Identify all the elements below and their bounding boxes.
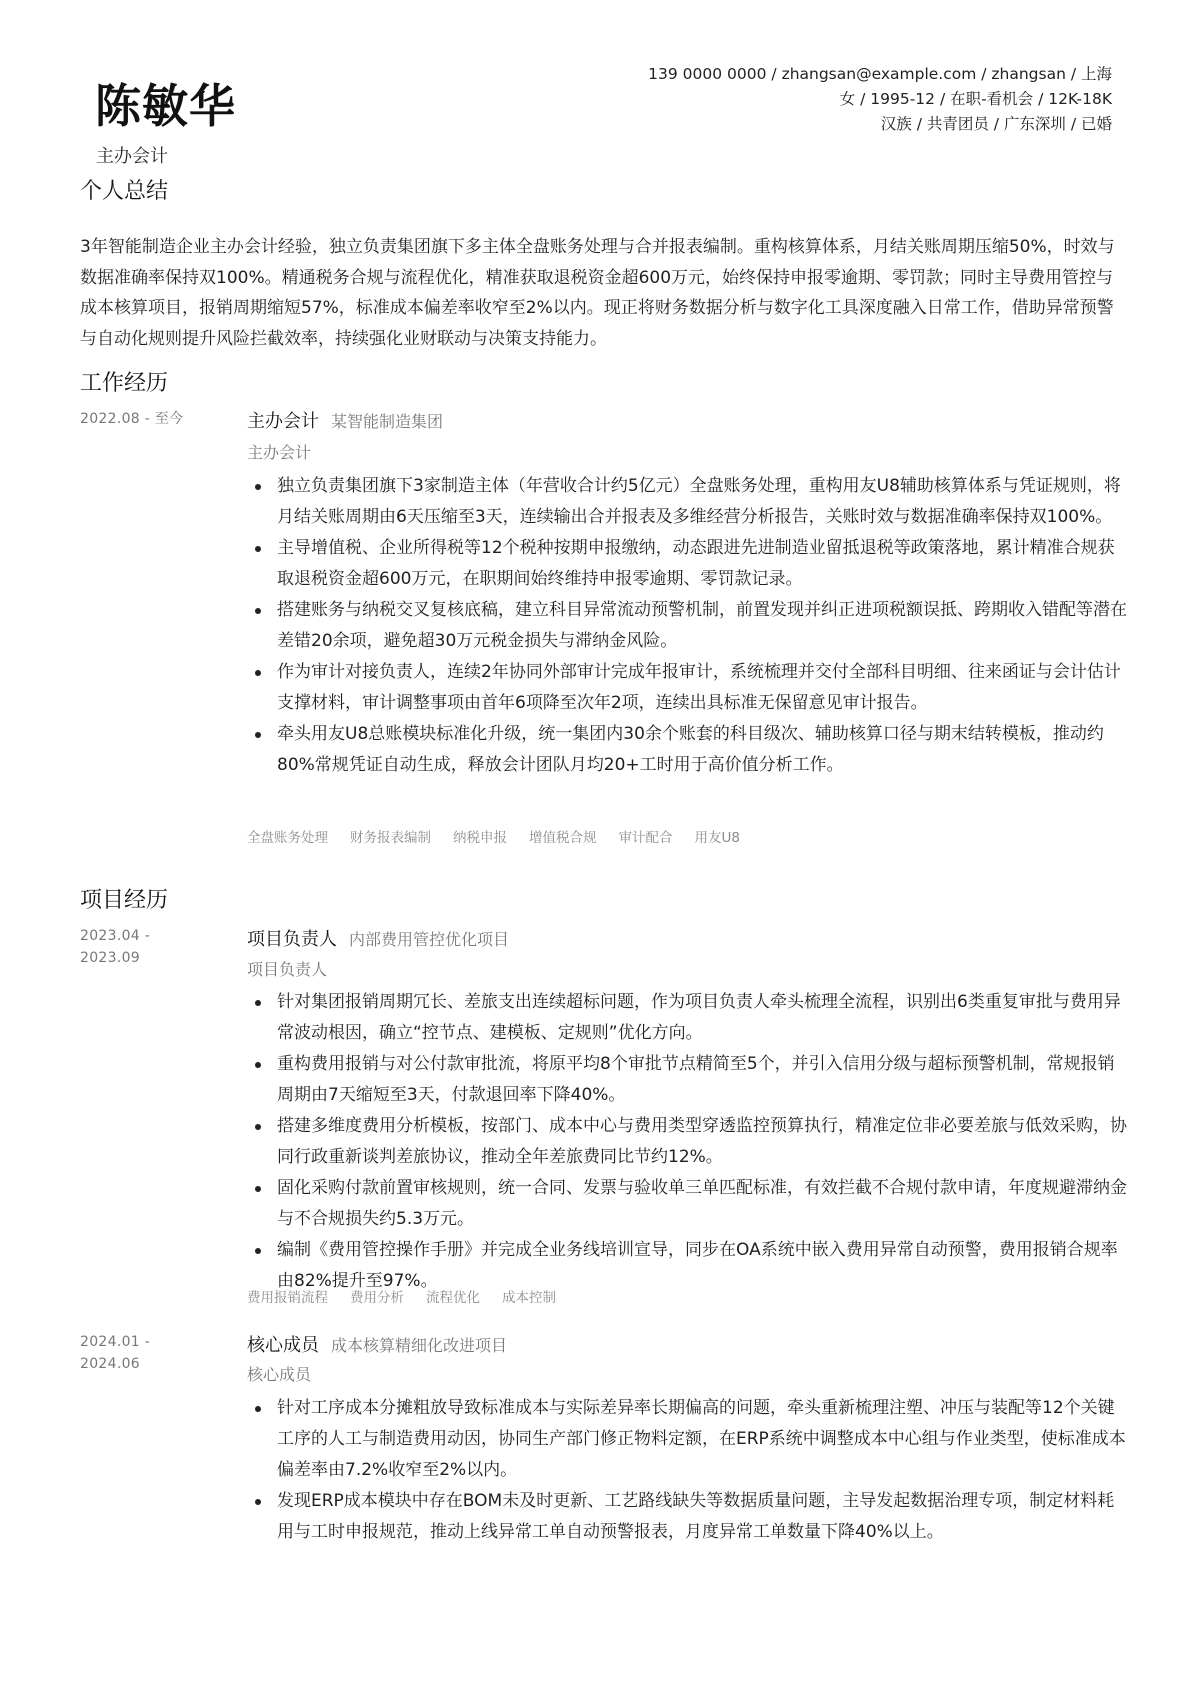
skill-tag: 增值税合规 xyxy=(529,830,597,846)
skill-tag: 费用分析 xyxy=(350,1290,404,1306)
work-heading: 工作经历 xyxy=(80,371,169,396)
list-item: 独立负责集团旗下3家制造主体（年营收合计约5亿元）全盘账务处理，重构用友U8辅助核算体系与凭证规则，将月结关账周期由6天压缩至3天，连续输出合并报表及多维经营分析报告，关账时效与数据准确率保持双100%。 xyxy=(247,471,1127,533)
project-date xyxy=(80,1331,150,1375)
summary-text: 3年智能制造企业主办会计经验，独立负责集团旗下多主体全盘账务处理与合并报表编制。重构核算体系，月结关账周期压缩50%，时效与数据准确率保持双100%。精通税务合规与流程优化，精准获取退税资金超600万元，始终保持申报零逾期、零罚款；同时主导费用管控与成本核算项目，报销周期缩短57%，标准成本偏差率收窄至2%以内。现正将财务数据分析与数字化工具深度融入日常工作，借助异常预警与自动化规则提升风险拦截效率，持续强化业财联动与决策支持能力。 xyxy=(80,237,1115,349)
project-date xyxy=(80,925,150,969)
list-item: 搭建账务与纳税交叉复核底稿，建立科目异常流动预警机制，前置发现并纠正进项税额误抵、跨期收入错配等潜在差错20余项，避免超30万元税金损失与滞纳金风险。 xyxy=(247,595,1127,657)
list-item: 编制《费用管控操作手册》并完成全业务线培训宣导，同步在OA系统中嵌入费用异常自动预警，费用报销合规率由82%提升至97%。 xyxy=(247,1235,1127,1297)
project-date-start: 2023.04 - xyxy=(80,928,151,944)
skill-tag: 财务报表编制 xyxy=(350,830,431,846)
list-item: 针对集团报销周期冗长、差旅支出连续超标问题，作为项目负责人牵头梳理全流程，识别出6类重复审批与费用异常波动根因，确立“控节点、建模板、定规则”优化方向。 xyxy=(247,987,1127,1049)
project-name: 成本核算精细化改进项目 xyxy=(331,1336,508,1355)
skill-tag: 成本控制 xyxy=(502,1290,556,1306)
list-item: 针对工序成本分摊粗放导致标准成本与实际差异率长期偏高的问题，牵头重新梳理注塑、冲压与装配等12个关键工序的人工与制造费用动因，协同生产部门修正物料定额，在ERP系统中调整成本中心组与作业类型，使标准成本偏差率由7.2%收窄至2%以内。 xyxy=(247,1393,1127,1486)
project-subtitle: 核心成员 xyxy=(247,1365,312,1384)
project-tags xyxy=(247,1286,556,1306)
list-item: 固化采购付款前置审核规则，统一合同、发票与验收单三单匹配标准，有效拦截不合规付款申请，年度规避滞纳金与不合规损失约5.3万元。 xyxy=(247,1173,1127,1235)
work-tags xyxy=(247,826,740,846)
skill-tag: 费用报销流程 xyxy=(247,1290,328,1306)
contact-line: 女 / 1995-12 / 在职-看机会 / 12K-18K xyxy=(839,90,1112,108)
project-name: 内部费用管控优化项目 xyxy=(349,930,510,949)
list-item: 主导增值税、企业所得税等12个税种按期申报缴纳，动态跟进先进制造业留抵退税等政策落地，累计精准合规获取退税资金超600万元，在职期间始终维持申报零逾期、零罚款记录。 xyxy=(247,533,1127,595)
project-role xyxy=(247,1331,507,1357)
list-item: 牵头用友U8总账模块标准化升级，统一集团内30余个账套的科目级次、辅助核算口径与期末结转模板，推动约80%常规凭证自动生成，释放会计团队月均20+工时用于高价值分析工作。 xyxy=(247,719,1127,781)
summary-heading: 个人总结 xyxy=(80,179,169,204)
contact-info xyxy=(648,62,1112,137)
list-item: 搭建多维度费用分析模板，按部门、成本中心与费用类型穿透监控预算执行，精准定位非必要差旅与低效采购，协同行政重新谈判差旅协议，推动全年差旅费同比节约12%。 xyxy=(247,1111,1127,1173)
candidate-title: 主办会计 xyxy=(96,146,168,167)
project-date-end: 2024.06 xyxy=(80,1356,140,1372)
project-subtitle: 项目负责人 xyxy=(247,960,328,979)
contact-line: 139 0000 0000 / zhangsan@example.com / zhangsan / 上海 xyxy=(648,65,1112,83)
work-company: 某智能制造集团 xyxy=(331,412,444,431)
project-role xyxy=(247,925,509,951)
skill-tag: 流程优化 xyxy=(426,1290,480,1306)
list-item: 发现ERP成本模块中存在BOM未及时更新、工艺路线缺失等数据质量问题，主导发起数据治理专项，制定材料耗用与工时申报规范，推动上线异常工单自动预警报表，月度异常工单数量下降40%以上。 xyxy=(247,1486,1127,1548)
project-bullet-list xyxy=(247,987,1127,1297)
skill-tag: 用友U8 xyxy=(694,830,740,846)
list-item: 作为审计对接负责人，连续2年协同外部审计完成年报审计，系统梳理并交付全部科目明细、往来函证与会计估计支撑材料，审计调整事项由首年6项降至次年2项，连续出具标准无保留意见审计报告。 xyxy=(247,657,1127,719)
work-date: 2022.08 - 至今 xyxy=(80,411,184,427)
work-role-title: 主办会计 xyxy=(247,411,319,432)
projects-heading: 项目经历 xyxy=(80,888,169,913)
project-bullet-list xyxy=(247,1393,1127,1548)
project-date-end: 2023.09 xyxy=(80,950,140,966)
work-subtitle: 主办会计 xyxy=(247,443,312,462)
list-item: 重构费用报销与对公付款审批流，将原平均8个审批节点精简至5个，并引入信用分级与超标预警机制，常规报销周期由7天缩短至3天，付款退回率下降40%。 xyxy=(247,1049,1127,1111)
skill-tag: 全盘账务处理 xyxy=(247,830,328,846)
project-date-start: 2024.01 - xyxy=(80,1334,151,1350)
work-bullet-list xyxy=(247,471,1127,781)
skill-tag: 审计配合 xyxy=(618,830,673,846)
project-role-title: 核心成员 xyxy=(247,1335,319,1356)
project-role-title: 项目负责人 xyxy=(247,929,337,950)
candidate-name: 陈敏华 xyxy=(95,79,236,133)
contact-line: 汉族 / 共青团员 / 广东深圳 / 已婚 xyxy=(880,115,1112,133)
skill-tag: 纳税申报 xyxy=(453,830,507,846)
work-role xyxy=(247,407,443,433)
